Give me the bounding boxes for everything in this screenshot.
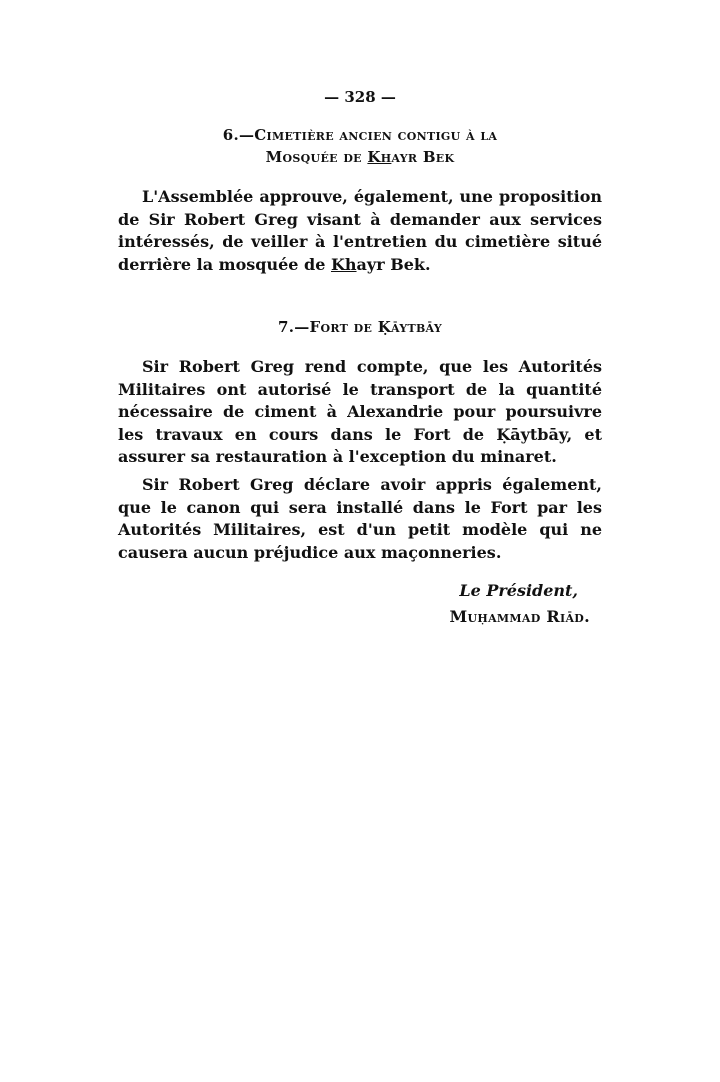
heading-underlined-text: Kh	[367, 148, 392, 166]
page-number: — 328 —	[324, 88, 396, 106]
section-7-paragraph-1: Sir Robert Greg rend compte, que les Autorités Militaires ont autorisé le transport de la quantité nécessaire de ciment à Alexandrie pour poursuivre les travaux en cours dans le Fort de Ḳāytbāy, et assurer sa restauration à l'exception du minaret.	[118, 357, 602, 466]
paragraph-underlined-text: Kh	[330, 254, 357, 274]
heading-text-suffix: ayr Bek	[391, 148, 455, 166]
paragraph-text-after: ayr Bek.	[356, 254, 431, 274]
section-7-heading: 7.—Fort de Ḳāytbāy	[278, 318, 442, 336]
section-7-paragraph-2: Sir Robert Greg déclare avoir appris également, que le canon qui sera installé dans le Fort par les Autorités Militaires, est d'un petit modèle qui ne causera aucun préjudice aux maçonneries.	[118, 475, 602, 562]
signature-block	[400, 578, 590, 630]
section-6-heading-line-1: 6.—Cimetière ancien contigu à la	[222, 126, 498, 144]
section-6-paragraph	[118, 186, 602, 276]
paragraph-text-before: L'Assemblée approuve, également, une proposition de Sir Robert Greg visant à demander aux services intéressés, de veiller à l'entretien du cimetière situé derrière la mosquée de	[118, 187, 602, 274]
signature-title: Le Président,	[459, 581, 578, 600]
signature-name: Muḥammad Riād.	[449, 607, 590, 626]
heading-text-prefix: Mosquée de	[265, 148, 368, 166]
section-6-heading-line-2	[0, 146, 720, 168]
